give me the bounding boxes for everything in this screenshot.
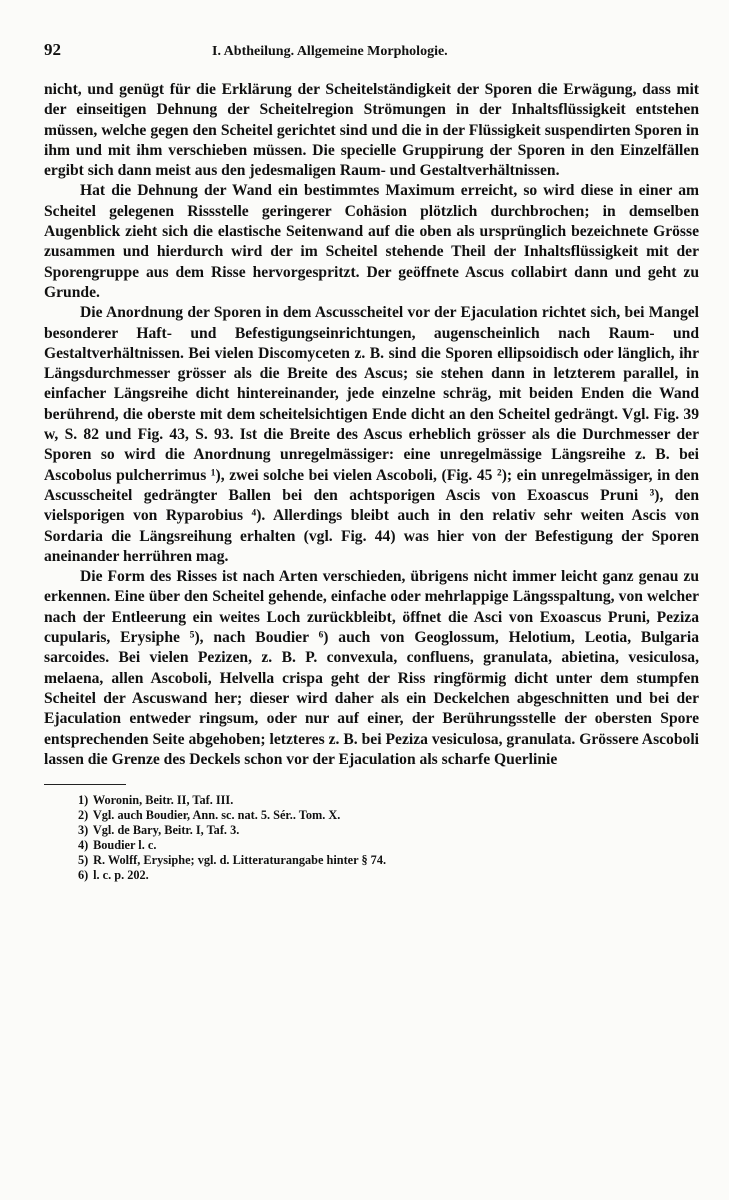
footnote [78, 823, 699, 838]
paragraph: Hat die Dehnung der Wand ein bestimmtes Maximum erreicht, so wird diese in einer am Scheitel gelegenen Rissstelle geringerer Cohäsion plötzlich durchbrochen; in demselben Augenblick zieht sich die elastische Seitenwand auf die oben als ursprünglich bezeichnete Grösse zusammen und hierdurch wird der im Scheitel stehende Theil der Inhaltsflüssigkeit mit der Sporengruppe aus dem Risse hervorgespritzt. Der geöffnete Ascus collabirt dann und geht zu Grunde. [44, 182, 699, 301]
footnote [78, 853, 699, 868]
footnote [78, 808, 699, 823]
paragraph: Die Form des Risses ist nach Arten verschieden, übrigens nicht immer leicht ganz genau zu erkennen. Eine über den Scheitel gehende, einfache oder mehrlappige Längsspaltung, von welcher nach der Entleerung ein weites Loch zurückbleibt, öffnet die Asci von Exoascus Pruni, Peziza cupularis, Erysiphe ⁵), nach Boudier ⁶) auch von Geoglossum, Helotium, Leotia, Bulgaria sarcoides. Bei vielen Pezizen, z. B. P. convexula, confluens, granulata, abietina, vesiculosa, melaena, allen Ascoboli, Helvella crispa geht der Riss ringförmig dicht unter dem stumpfen Scheitel der Ascuswand her; dieser wird daher als ein Deckelchen abgeschnitten und bei der Ejaculation entweder ringsum, oder nur auf einer, der Berührungsstelle der obersten Spore entsprechenden Seite abgehoben; letzteres z. B. bei Peziza vesiculosa, granulata. Grössere Ascoboli lassen die Grenze des Deckels schon vor der Ejaculation als scharfe Querlinie [44, 568, 699, 768]
footnote-text: Vgl. de Bary, Beitr. I, Taf. 3. [92, 823, 240, 838]
footnote-text: Vgl. auch Boudier, Ann. sc. nat. 5. Sér.. Tom. X. [92, 808, 341, 823]
footnote-mark: 6) [78, 868, 89, 883]
running-title: I. Abtheilung. Allgemeine Morphologie. [212, 44, 448, 59]
footnote-mark: 5) [78, 853, 89, 868]
footnote-mark: 1) [78, 793, 89, 808]
footnote-mark: 3) [78, 823, 89, 838]
footnote-mark: 4) [78, 838, 89, 853]
body-text [44, 80, 699, 770]
page-number: 92 [44, 40, 61, 59]
footnote [78, 868, 699, 883]
paragraph: nicht, und genügt für die Erklärung der Scheitelständigkeit der Sporen die Erwägung, dass mit der einseitigen Dehnung der Scheitelregion Strömungen in der Inhaltsflüssigkeit entstehen müssen, welche gegen den Scheitel gerichtet sind und die in der Flüssigkeit suspendirten Sporen in ihm und mit ihm verschieben müssen. Die specielle Gruppirung der Sporen in den Einzelfällen ergibt sich dann meist aus den jedesmaligen Raum- und Gestaltverhältnissen. [44, 81, 699, 180]
footnote-text: R. Wolff, Erysiphe; vgl. d. Litteraturangabe hinter § 74. [93, 853, 387, 868]
footnote-mark: 2) [78, 808, 89, 823]
paragraph: Die Anordnung der Sporen in dem Ascusscheitel vor der Ejaculation richtet sich, bei Mangel besonderer Haft- und Befestigungseinrichtungen, augenscheinlich nach Raum- und Gestaltverhältnissen. Bei vielen Discomyceten z. B. sind die Sporen ellipsoidisch oder länglich, ihr Längsdurchmesser grösser als die Breite des Ascus; sie stehen dann in letzterem parallel, in einfacher Längsreihe dicht hintereinander, jede einzelne schräg, mit beiden Enden die Wand berührend, die oberste mit dem scheitelsichtigen Ende dicht an den Scheitel gedrängt. Vgl. Fig. 39 w, S. 82 und Fig. 43, S. 93. Ist die Breite des Ascus erheblich grösser als die Durchmesser der Sporen so wird die Anordnung unregelmässiger: eine unregelmässige Längsreihe z. B. bei Ascobolus pulcherrimus ¹), zwei solche bei vielen Ascoboli, (Fig. 45 ²); ein unregelmässiger, in den Ascusscheitel gedrängter Ballen bei den achtsporigen Ascis von Exoascus Pruni ³), den vielsporigen von Ryparobius ⁴). Allerdings bleibt auch in den relativ sehr weiten Ascis von Sordaria die Längsreihung erhalten (vgl. Fig. 44) was hier von der Befestigung der Sporen aneinander herrühren mag. [44, 304, 699, 565]
footnote-text: Boudier l. c. [93, 838, 157, 853]
footnotes [44, 793, 699, 883]
footnote [78, 838, 699, 853]
running-head [44, 40, 699, 60]
footnote-divider [44, 784, 126, 785]
footnote-text: l. c. p. 202. [93, 868, 149, 883]
footnote [78, 793, 699, 808]
footnote-text: Woronin, Beitr. II, Taf. III. [92, 793, 234, 808]
